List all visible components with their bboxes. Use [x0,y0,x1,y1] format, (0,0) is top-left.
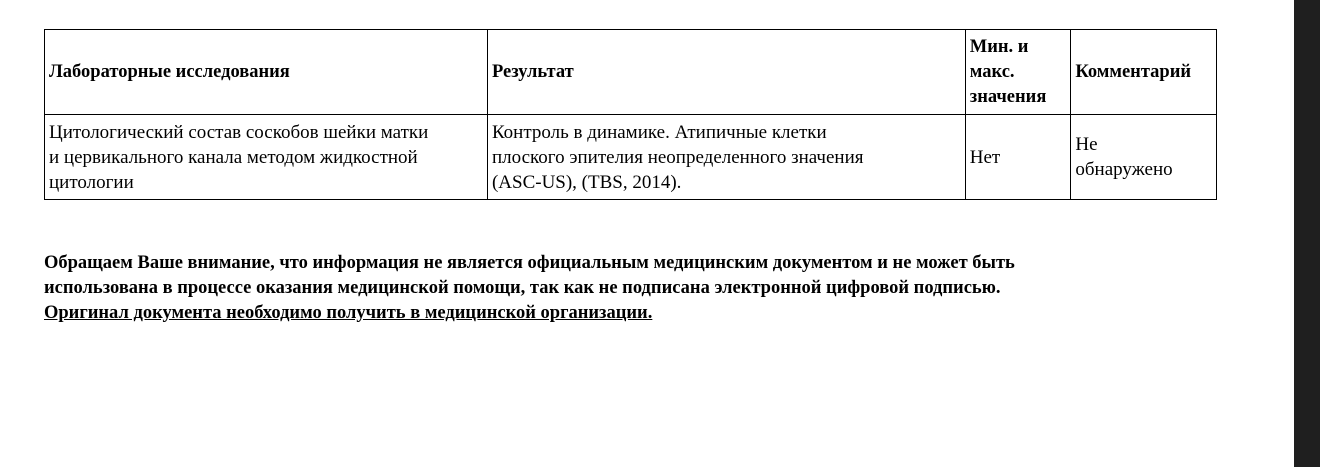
side-panel-edge [1294,0,1320,467]
header-result-label: Результат [491,61,574,82]
result-line-2: плоского эпителия неопределенного значения [491,146,864,168]
header-lab-tests-label: Лабораторные исследования [49,61,290,82]
lab-results-table [44,29,1217,200]
notice-line-3-underlined: Оригинал документа необходимо получить в медицинской организации. [44,303,653,323]
header-range-line-2: макс. [969,61,1015,82]
header-comment-label: Комментарий [1075,61,1192,82]
result-line-3: (ASC-US), (TBS, 2014). [491,171,682,193]
result-line-1: Контроль в динамике. Атипичные клетки [491,121,827,143]
range-value: Нет [969,146,1001,168]
table-header-row [45,30,1217,115]
test-name-line-1: Цитологический состав соскобов шейки матки [49,121,429,143]
disclaimer-notice [44,251,1224,326]
comment-line-2: обнаружено [1075,159,1173,180]
header-comment [1071,30,1217,115]
cell-test-name [45,115,488,200]
cell-result [487,115,965,200]
header-range-line-1: Мин. и [969,36,1029,57]
cell-range [965,115,1071,200]
header-lab-tests [45,30,488,115]
header-result [487,30,965,115]
comment-line-1: Не [1075,134,1098,155]
header-min-max-values [965,30,1071,115]
notice-line-2: использована в процессе оказания медицинской помощи, так как не подписана электронной цифровой подписью. [44,278,1001,298]
table-row [45,115,1217,200]
test-name-line-2: и цервикального канала методом жидкостной [49,146,418,168]
cell-comment [1071,115,1217,200]
test-name-line-3: цитологии [49,171,134,193]
notice-line-1: Обращаем Ваше внимание, что информация не является официальным медицинским документом и не может быть [44,253,1015,273]
header-range-line-3: значения [969,86,1047,107]
